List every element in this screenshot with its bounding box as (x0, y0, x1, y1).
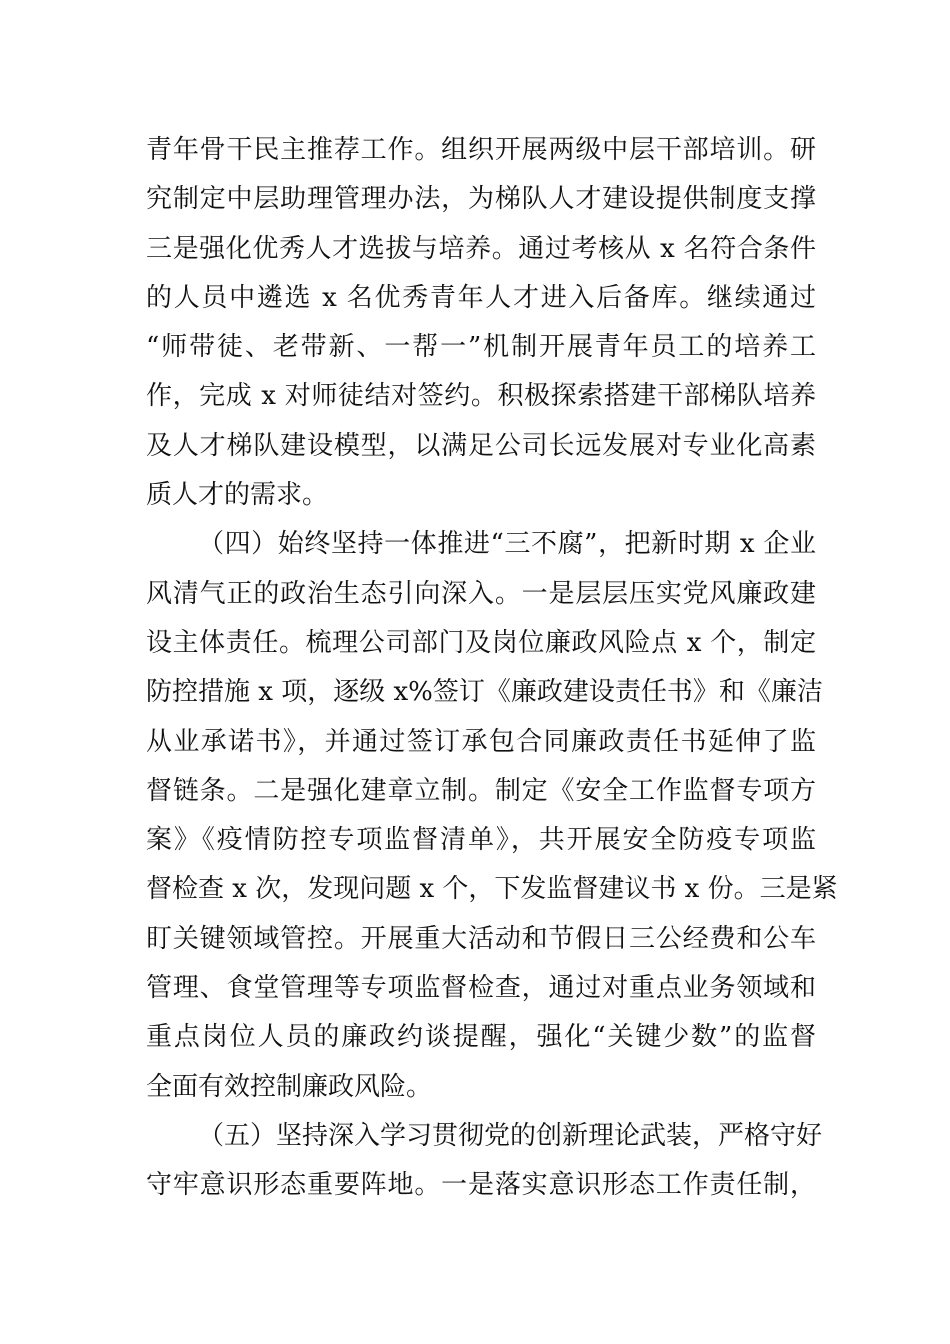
text-line: 青年骨干民主推荐工作。组织开展两级中层干部培训。研 (146, 135, 816, 165)
text-line: 盯关键领域管控。开展重大活动和节假日三公经费和公车 (146, 923, 816, 954)
document-body (146, 126, 838, 1211)
paragraph-section-five (146, 1112, 823, 1211)
text-line: 防控措施 x 项，逐级 x%签订《廉政建设责任书》和《廉洁 (146, 677, 823, 708)
text-line: 管理、食堂管理等专项监督检查，通过对重点业务领域和 (146, 973, 816, 1004)
text-line: “师带徒、老带新、一帮一”机制开展青年员工的培养工 (146, 332, 816, 363)
paragraph-section-four (146, 520, 838, 1112)
text-line: 督链条。二是强化建章立制。制定《安全工作监督专项方 (146, 775, 816, 806)
section-heading-line: （四）始终坚持一体推进“三不腐”，把新时期 x 企业 (198, 529, 816, 560)
section-heading-line: （五）坚持深入学习贯彻党的创新理论武装，严格守好 (198, 1120, 823, 1151)
text-line: 及人才梯队建设模型，以满足公司长远发展对专业化高素 (146, 430, 816, 461)
text-line: 设主体责任。梳理公司部门及岗位廉政风险点 x 个，制定 (146, 627, 816, 658)
text-line: 究制定中层助理管理办法，为梯队人才建设提供制度支撑 (146, 184, 816, 215)
text-line: 作，完成 x 对师徒结对签约。积极探索搭建干部梯队培养 (146, 381, 816, 412)
text-line: 风清气正的政治生态引向深入。一是层层压实党风廉政建 (146, 578, 816, 609)
text-line: 质人才的需求。 (146, 480, 329, 511)
paragraph-talent-training (146, 126, 816, 520)
text-line: 守牢意识形态重要阵地。一是落实意识形态工作责任制， (146, 1170, 816, 1201)
text-line: 从业承诺书》，并通过签订承包合同廉政责任书延伸了监 (146, 726, 816, 757)
text-line: 督检查 x 次，发现问题 x 个，下发监督建议书 x 份。三是紧 (146, 874, 838, 905)
text-line: 全面有效控制廉政风险。 (146, 1071, 433, 1102)
text-line: 案》《疫情防控专项监督清单》，共开展安全防疫专项监 (146, 825, 816, 856)
text-line: 重点岗位人员的廉政约谈提醒，强化“关键少数”的监督 (146, 1022, 816, 1053)
text-line: 三是强化优秀人才选拔与培养。通过考核从 x 名符合条件 (146, 233, 816, 264)
text-line: 的人员中遴选 x 名优秀青年人才进入后备库。继续通过 (146, 282, 816, 313)
